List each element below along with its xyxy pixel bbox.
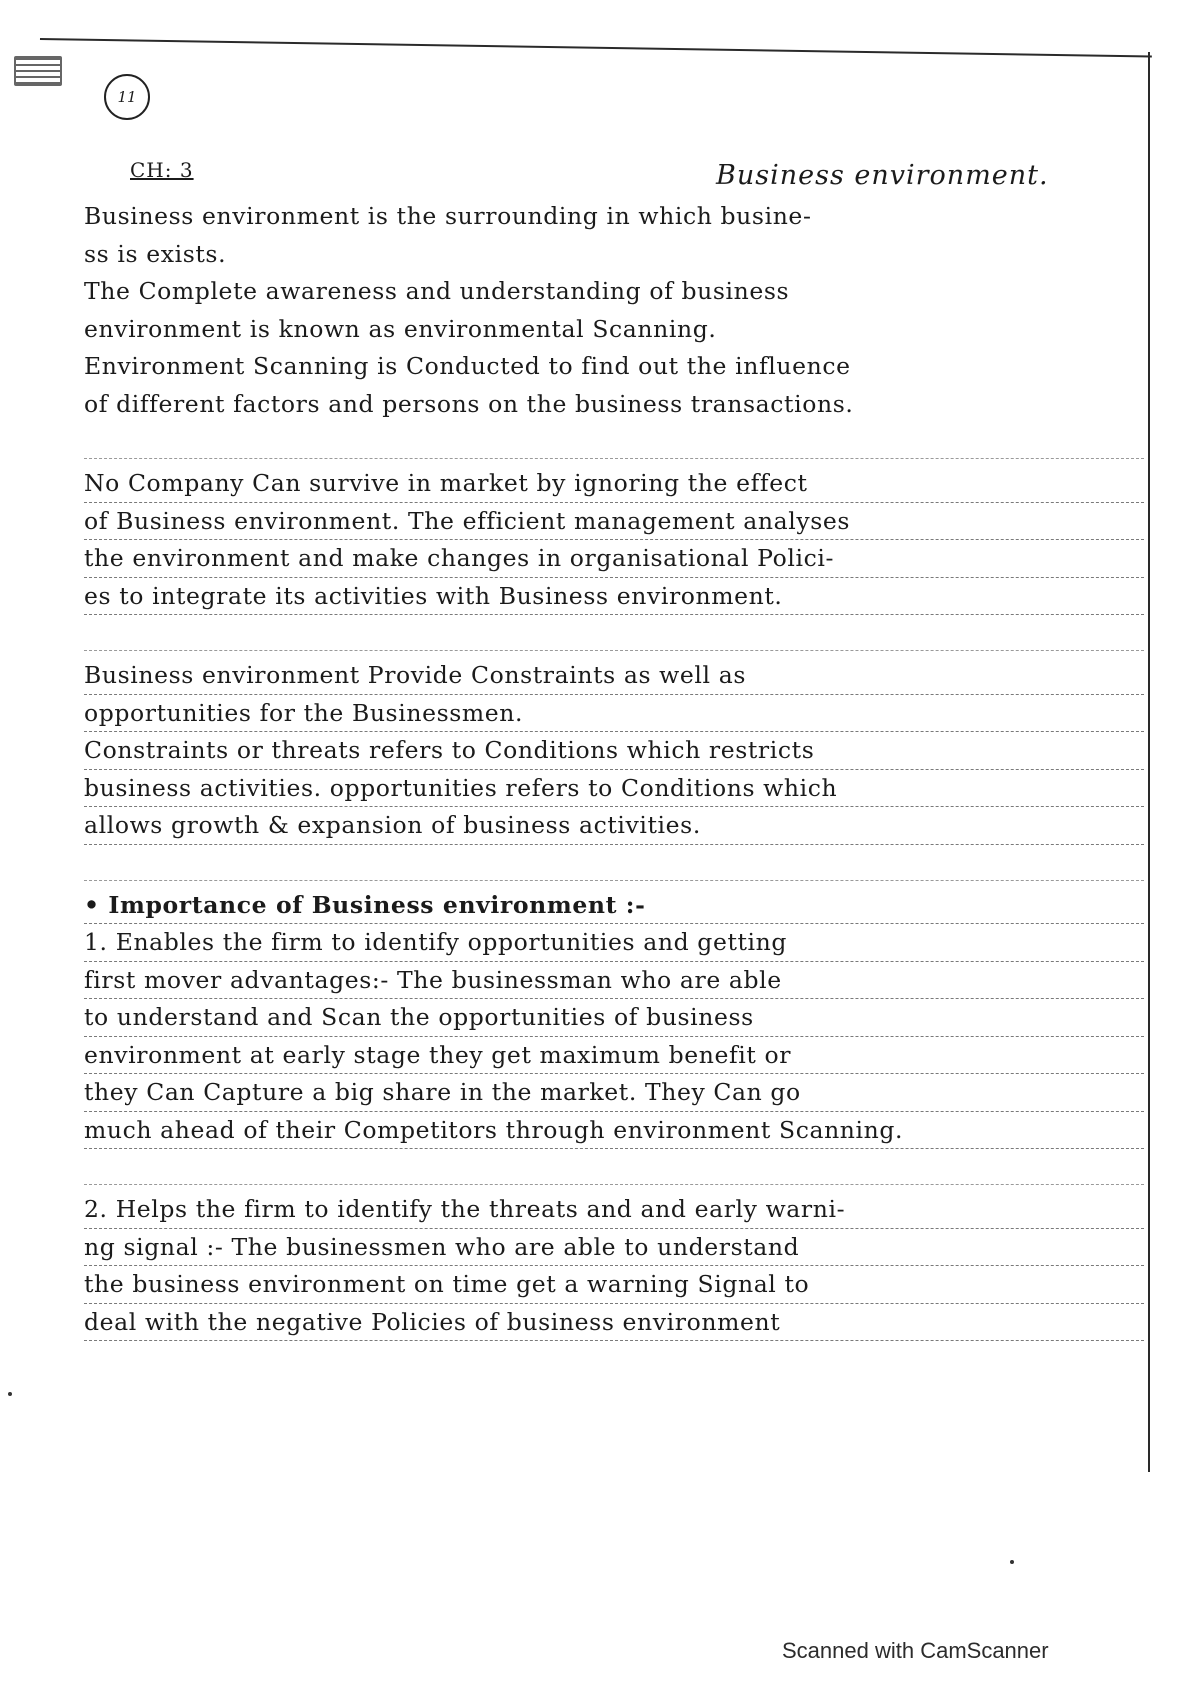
text-line: Constraints or threats refers to Conditions which restricts	[84, 732, 1144, 770]
text-line: ng signal :- The businessmen who are able to understand	[84, 1229, 1144, 1267]
margin-scribble-mark	[14, 56, 62, 86]
text-line: first mover advantages:- The businessman who are able	[84, 962, 1144, 1000]
text-line: allows growth & expansion of business activities.	[84, 807, 1144, 845]
paragraph-no-company	[84, 465, 1144, 615]
text-line: deal with the negative Policies of business environment	[84, 1304, 1144, 1342]
text-line: the business environment on time get a warning Signal to	[84, 1266, 1144, 1304]
stray-dot	[8, 1392, 12, 1396]
page-title: Business environment.	[716, 160, 1049, 191]
paragraph-separator	[84, 615, 1144, 651]
text-line: of different factors and persons on the business transactions.	[84, 389, 854, 418]
paragraph-threats	[84, 1191, 1144, 1341]
chapter-label: CH: 3	[130, 158, 194, 182]
text-line: Environment Scanning is Conducted to find out the influence	[84, 352, 851, 380]
text-line: • Importance of Business environment :-	[84, 887, 1144, 925]
page-number-circle: 11	[104, 74, 150, 120]
text-line: environment is known as environmental Scanning.	[84, 314, 717, 343]
text-line: 1. Enables the firm to identify opportunities and getting	[84, 924, 1144, 962]
text-line: es to integrate its activities with Business environment.	[84, 578, 1144, 616]
paragraph-constraints	[84, 657, 1144, 845]
text-line: to understand and Scan the opportunities of business	[84, 999, 1144, 1037]
text-line: The Complete awareness and understanding of business	[84, 277, 790, 305]
text-line: business activities. opportunities refers to Conditions which	[84, 770, 1144, 808]
text-line: ss is exists.	[84, 239, 227, 268]
scanner-watermark: Scanned with CamScanner	[782, 1638, 1049, 1663]
paragraph-intro	[84, 198, 1144, 423]
text-line: much ahead of their Competitors through environment Scanning.	[84, 1112, 1144, 1150]
text-line: No Company Can survive in market by ignoring the effect	[84, 465, 1144, 503]
paragraph-separator	[84, 845, 1144, 881]
text-line: opportunities for the Businessmen.	[84, 695, 1144, 733]
paragraph-separator	[84, 423, 1144, 459]
text-line: 2. Helps the firm to identify the threats and and early warni-	[84, 1191, 1144, 1229]
page-border-right	[1148, 52, 1150, 1472]
text-line: the environment and make changes in organisational Polici-	[84, 540, 1144, 578]
notes-body	[84, 198, 1144, 1341]
paragraph-importance	[84, 887, 1144, 1150]
paragraph-separator	[84, 1149, 1144, 1185]
text-line: of Business environment. The efficient management analyses	[84, 503, 1144, 541]
text-line: they Can Capture a big share in the market. They Can go	[84, 1074, 1144, 1112]
text-line: Business environment is the surrounding in which busine-	[84, 202, 812, 230]
text-line: Business environment Provide Constraints as well as	[84, 657, 1144, 695]
stray-dot	[1010, 1560, 1014, 1564]
page-border-top	[40, 38, 1152, 57]
text-line: environment at early stage they get maximum benefit or	[84, 1037, 1144, 1075]
